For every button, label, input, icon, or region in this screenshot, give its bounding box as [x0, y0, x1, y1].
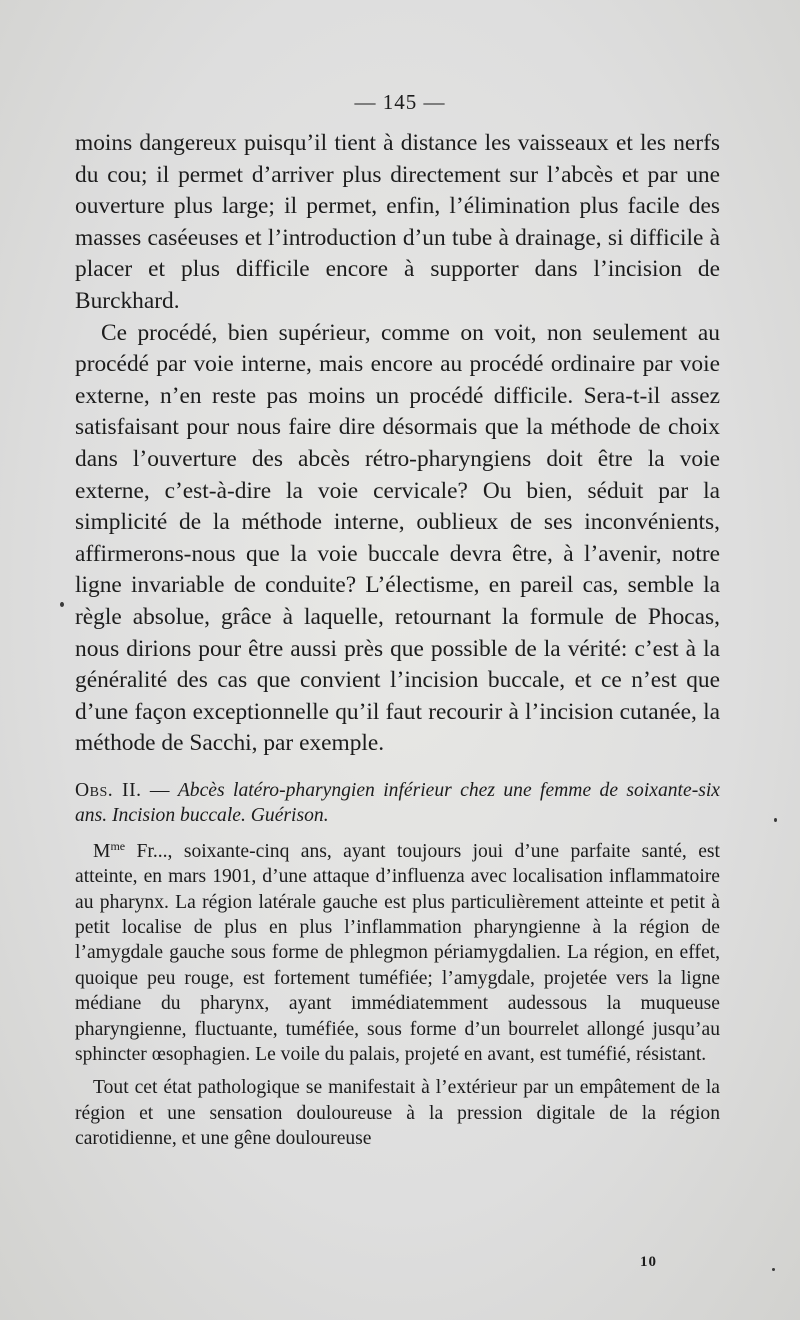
observation-title: Abcès latéro-pharyngien inférieur chez une femme de soixante-six ans. Incision buccale. Guérison. [75, 779, 720, 827]
abbr-base: M [93, 840, 111, 862]
case-paragraph-2: Tout cet état pathologique se manifestait à l’extérieur par un empâtement de la région et une sensation douloureuse à la pression digitale de la région carotidienne, et une gêne douloureuse [75, 1077, 720, 1150]
observation-dash: — [141, 779, 178, 801]
paragraph-method-choice: Ce procédé, bien supérieur, comme on voit, non seulement au procédé par voie interne, mais encore au procédé ordinaire par voie externe, n’en reste pas moins un procédé difficile. Sera-t-il assez satisfaisant pour nous faire dire désormais que la méthode de choix dans l’ouverture des abcès rétro-pharyngiens doit être la voie externe, c’est-à-dire la voie cervicale? Ou bien, séduit par la simplicité de la méthode interne, oublieux de ses inconvénients, affirmerons-nous que la voie buccale devra être, à l’avenir, notre ligne invariable de conduite? L’électisme, en pareil cas, semble la règle absolue, grâce à laquelle, retournant la formule de Phocas, nous dirions pour être aussi près que possible de la vérité: c’est à la généralité des cas que convient l’incision buccale, et ce n’est que d’une façon exceptionnelle qu’il faut recourir à l’incision cutanée, la méthode de Sacchi, par exemple. [75, 319, 720, 757]
ink-speck [60, 602, 64, 607]
case-paragraph-1 [75, 839, 720, 1068]
page-content [75, 128, 720, 1152]
abbr-superscript: me [110, 838, 126, 853]
observation-label: Obs. II. [75, 779, 142, 801]
case-paragraph-1-text: Fr..., soixante-cinq ans, ayant toujours joui d’une parfaite santé, est atteinte, en mars 1901, d’une attaque d’influenza avec localisation inflammatoire au pharynx. La région latérale gauche est plus particulièrement atteinte et petit à petit localise de plus en plus l’inflammation pharyngienne à la région de l’amygdale gauche sous forme de phlegmon périamygdalien. La région, en effet, quoique peu rouge, est fortement tuméfiée; l’amygdale, projetée vers la ligne médiane du pharynx, ayant immédiatemment audessous la muqueuse pharyngienne, fluctuante, tuméfiée, sous forme d’un bourrelet allongé jusqu’au sphincter œsophagien. Le voile du palais, projeté en avant, est tuméfié, résistant. [75, 840, 720, 1065]
body-text [75, 128, 720, 760]
observation-section [75, 778, 720, 1152]
ink-speck [774, 818, 777, 822]
page-number: — 145 — [354, 90, 446, 114]
ink-speck [772, 1268, 775, 1271]
observation-heading [75, 778, 720, 829]
paragraph-continued: moins dangereux puisqu’il tient à distance les vaisseaux et les nerfs du cou; il permet d’arriver plus directement sur l’abcès et par une ouverture plus large; il permet, enfin, l’élimination plus facile des masses caséeuses et l’introduction d’un tube à drainage, si difficile à placer et plus difficile encore à supporter dans l’incision de Burckhard. [75, 130, 720, 314]
signature-mark: 10 [640, 1254, 657, 1270]
